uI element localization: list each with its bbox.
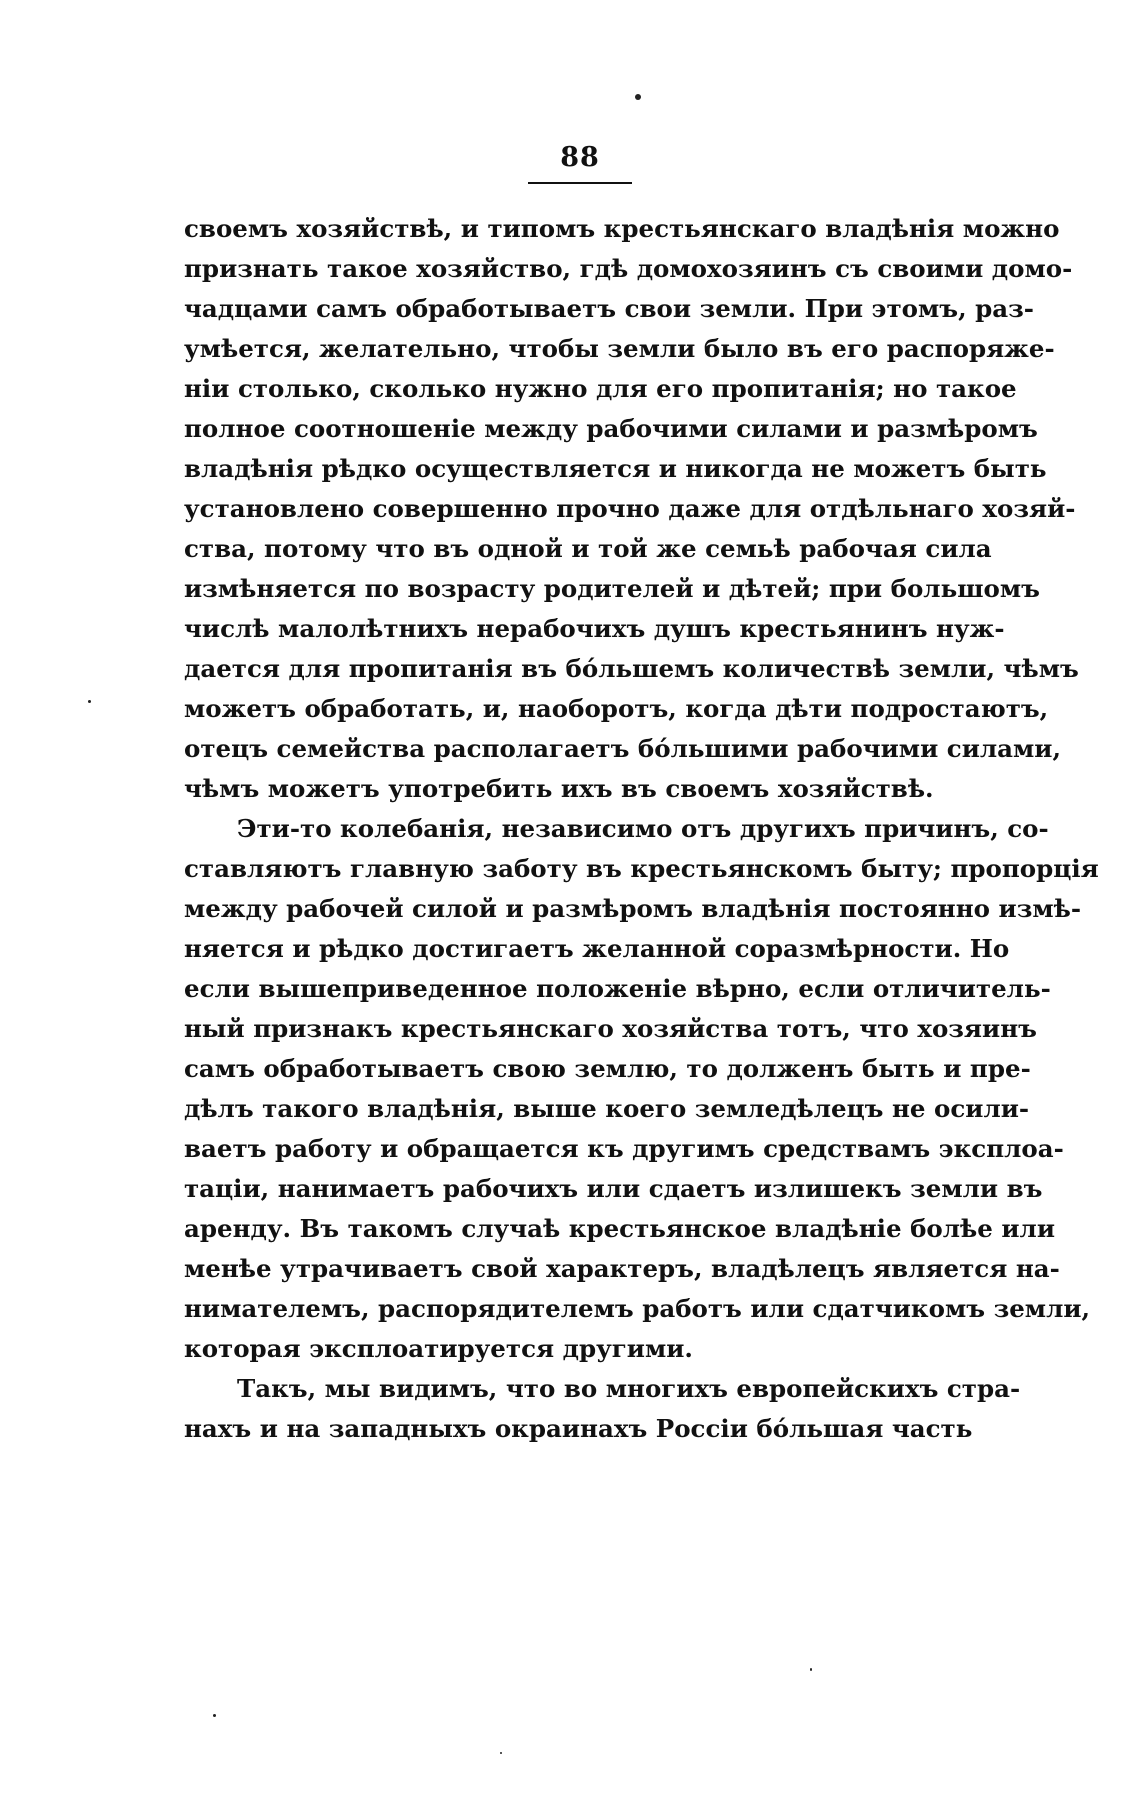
text-line: ставляютъ главную заботу въ крестьянскомъ быту; пропорція [184, 854, 1099, 883]
text-line: ства, потому что въ одной и той же семьѣ рабочая сила [184, 534, 992, 563]
text-line: самъ обработываетъ свою землю, то долженъ быть и пре- [184, 1054, 1031, 1083]
header-rule [528, 182, 632, 184]
text-line: ваетъ работу и обращается къ другимъ средствамъ эксплоа- [184, 1134, 1064, 1163]
text-line: которая эксплоатируется другими. [184, 1334, 693, 1363]
text-line: нимателемъ, распорядителемъ работъ или сдатчикомъ земли, [184, 1294, 1091, 1323]
ink-speck [810, 1668, 812, 1671]
text-line: если вышеприведенное положеніе вѣрно, если отличитель- [184, 974, 1051, 1003]
text-line: признать такое хозяйство, гдѣ домохозяинъ съ своими домо- [184, 254, 1073, 283]
text-line: числѣ малолѣтнихъ нерабочихъ душъ крестьянинъ нуж- [184, 614, 1005, 643]
text-line: полное соотношеніе между рабочими силами и размѣромъ [184, 414, 1038, 443]
text-line: можетъ обработать, и, наоборотъ, когда дѣти подростаютъ, [184, 694, 1049, 723]
text-line: между рабочей силой и размѣромъ владѣнія постоянно измѣ- [184, 894, 1082, 923]
paragraph [184, 809, 1099, 1369]
ink-speck [213, 1714, 216, 1717]
text-line: аренду. Въ такомъ случаѣ крестьянское владѣніе болѣе или [184, 1214, 1056, 1243]
ink-speck [500, 1752, 502, 1754]
text-line: чѣмъ можетъ употребить ихъ въ своемъ хозяйствѣ. [184, 774, 934, 803]
text-line: ніи столько, сколько нужно для его пропитанія; но такое [184, 374, 1017, 403]
text-line: ный признакъ крестьянскаго хозяйства тотъ, что хозяинъ [184, 1014, 1037, 1043]
text-line: Такъ, мы видимъ, что во многихъ европейскихъ стра- [237, 1374, 1021, 1403]
text-line: таціи, нанимаетъ рабочихъ или сдаетъ излишекъ земли въ [184, 1174, 1043, 1203]
text-line: умѣется, желательно, чтобы земли было въ его распоряже- [184, 334, 1055, 363]
text-line: чадцами самъ обработываетъ свои земли. При этомъ, раз- [184, 294, 1034, 323]
body-text [184, 209, 1099, 1449]
text-line: измѣняется по возрасту родителей и дѣтей; при большомъ [184, 574, 1040, 603]
text-line: дается для пропитанія въ бóльшемъ количествѣ земли, чѣмъ [184, 654, 1079, 683]
ink-speck [635, 94, 641, 100]
text-line: установлено совершенно прочно даже для отдѣльнаго хозяй- [184, 494, 1076, 523]
paragraph [184, 209, 1079, 809]
text-line: нахъ и на западныхъ окраинахъ Россіи бóльшая часть [184, 1414, 973, 1443]
text-line: своемъ хозяйствѣ, и типомъ крестьянскаго владѣнія можно [184, 214, 1060, 243]
text-line: няется и рѣдко достигаетъ желанной соразмѣрности. Но [184, 934, 1010, 963]
page-number: 88 [560, 142, 600, 173]
text-line: Эти-то колебанія, независимо отъ другихъ причинъ, со- [237, 814, 1049, 843]
paragraph [184, 1369, 1021, 1449]
text-line: отецъ семейства располагаетъ бóльшими рабочими силами, [184, 734, 1061, 763]
text-line: менѣе утрачиваетъ свой характеръ, владѣлецъ является на- [184, 1254, 1060, 1283]
ink-speck [88, 700, 91, 703]
page-header [528, 140, 632, 184]
text-line: дѣлъ такого владѣнія, выше коего земледѣлецъ не осили- [184, 1094, 1030, 1123]
text-line: владѣнія рѣдко осуществляется и никогда не можетъ быть [184, 454, 1047, 483]
